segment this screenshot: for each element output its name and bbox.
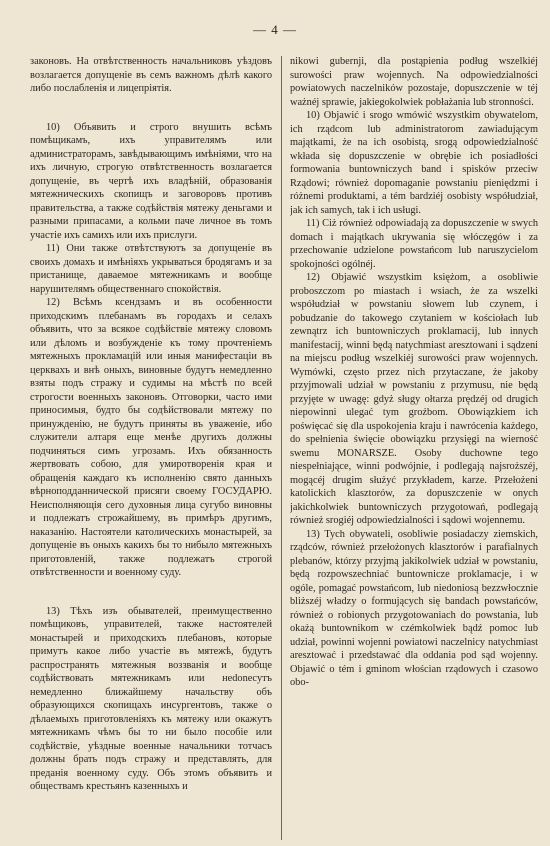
russian-column [30,55,272,845]
russian-paragraph-continuation: законовъ. На отвѣтственность начальниковъ уѣздовъ возлагается допущеніе въ семъ важномъ дѣлѣ какого либо послабленія и лицепріятія. [30,56,272,94]
russian-paragraph-12: 12) Всѣмъ ксендзамъ и въ особенности приходскимъ плебанамъ въ городахъ и селахъ объявить, что за всякое содѣйствіе мятежу словомъ или дѣломъ и возбужденіе къ тому прочтеніемъ мятежныхъ прокламацій или иныя манифестаціи въ церквахъ и внѣ оныхъ, виновные будутъ немедленно взяты подъ стражу и судимы на мѣстѣ по всей строгости военныхъ законовъ. Отговорки, часто ими приносимыя, будто бы содѣйствовали мятежу по принужденію, не будутъ приняты въ уваженіе, ибо служители алтаря еще менѣе другихъ должны подчиняться симъ угрозамъ. Ихъ обязанность жертвовать собою, для умиротворенія края и обращенія каждаго къ исполненію свято данныхъ вѣрноподданнической присяги своему ГОСУДАРЮ. Неисполняющія сего духовныя лица сугубо виновны и подлежатъ строжайшему, въ примѣръ другимъ, наказанію. Настоятели католическихъ монастырей, за допущеніе въ оныхъ какихъ бы то нибыло мятежныхъ приготовленій, также подлежатъ строгой отвѣтственности и военному суду. [30,297,272,578]
polish-paragraph-continuation: nikowi gubernji, dla postąpienia podług wszelkiéj surowości praw wojennych. Na odpowiedzialności powiatowych naczelników pozostaje, dopuszczenie w téj ważnéj sprawie, jakiegokolwiek pobłażania lub stronności. [290,56,538,108]
polish-paragraph-13: 13) Tych obywateli, osobliwie posiadaczy ziemskich, rządców, również przełożonych klasztorów i parafialnych plebanów, którzy przyjmą jakikolwiek udział w powstaniu, będą rozpowszechniać buntownicze proklamacje, i w ogóle, pomagać powstańcom, lub niedoniosą bezzwłocznie bliższéj władzy o formujących się bandach powstańców, również o robionych przygotowaniach do powstania, lub okażą buntownikom w czémkolwiek bądź pomoc lub udział, powinni wojenni powiatowi naczelnicy natychmiast aresztować i przedstawać dla oddania pod sąd wojenny. Objawić o tém i gminom włościan rządowych i czasowo obo- [290,528,538,688]
russian-paragraph-13: 13) Тѣхъ изъ обывателей, преимущественно помѣщиковъ, управителей, также настоятелей монастырей и приходскихъ плебановъ, которые примутъ какое либо участіе въ мятежѣ, будутъ распространять мятежныя воззванія и вообще содѣйствовать мятежникамъ или неdonecутъ немедленно ближайшему начальству объ образующихся скопищахъ инсургентовъ, также о дѣлаемыхъ приготовленіяхъ къ мятежу или окажутъ мятежникамъ чѣмъ бы то ни было пособіе или содѣйствіе, уѣздные военные начальники тотчасъ должны брать подъ стражу и представлять, для преданія военному суду. Объ этомъ объявить и обществамъ крестьянъ казенныхъ и [30,605,272,792]
russian-paragraph-11: 11) Они также отвѣтствуютъ за допущеніе въ своихъ домахъ и имѣніяхъ укрываться бродягамъ и за пристанище, даваемое мятежникамъ и вообще нарушителямъ общественнаго спокойствія. [30,243,272,295]
page-number: — 4 — [253,22,297,37]
russian-paragraph-10: 10) Объявить и строго внушить всѣмъ помѣщикамъ, ихъ управителямъ или администраторамъ, завѣдывающимъ имѣніями, что на ихъ личную, строгую отвѣтственность возлагается допущеніе, въ чертѣ ихъ владѣній, образованія мятежническихъ скопищъ и заговоровъ противъ правительства, а также содѣйствія мятежу деньгами и разными припасами, а кольми паче личное въ томъ участіе ихъ самихъ или ихъ прислуги. [30,121,272,241]
polish-column [290,55,538,845]
polish-paragraph-10: 10) Objawić i srogo wmówić wszystkim obywatelom, ich rządcom lub administratorom zawiadującym majątkami, że na ich osobistą, srogą odpowiedzialność wkłada się dopuszczenie w obrębie ich posiadłości formowania buntowniczych band i spisków przeciw Rządowi; również dopomaganie powstaniu pieniędzmi i różnemi produktami, a tém bardziéj osobisty współudział, jak ich samych, tak i ich usługi. [290,110,538,216]
column-divider [281,56,282,840]
polish-paragraph-11: 11) Ciż również odpowiadają za dopuszczenie w swych domach i majątkach ukrywania się włóczęgów i za przechowanie udzielone powstańcom lub naruszycielom spokojności ogólnéj. [290,218,538,270]
polish-paragraph-12: 12) Objawić wszystkim księżom, a osobliwie proboszczom po miastach i wsiach, że za wszelki współudział w powstaniu słowem lub czynem, i pobudzanie do takowego czytaniem w kościołach lub zewnątrz ich buntowniczych proklamacij, lub innych manifestacij, winni będą natychmiast aresztowani i sądzeni na miejscu podług wszelkiéj surowości praw wojennych. Wymówki, często przez nich przytaczane, że jakoby przyjmowali udział w powstaniu z przymusu, nie będą przyjęte w uwagę: gdyż sługy ołtarza prędzéj od drugich niepowinni ulegać tym groźbom. Obowiązkiem ich poświęcać się dla uspokojenia kraju i nawrócenia każdego, do spełnienia święcie obowiązku przysięgi na wierność swemu MONARSZE. Osoby duchowne tego niespełniające, winni podwójnie, i podlegają najsroższéj, mogącéj drugim służyć przykładem, karze. Przełożeni katolickich klasztorów, za dopuszczenie w onych jakichkolwiek buntowniczych przygotowań, podlegają również srogiéj odpowiedzialności i sądowi wojennemu. [290,272,538,526]
